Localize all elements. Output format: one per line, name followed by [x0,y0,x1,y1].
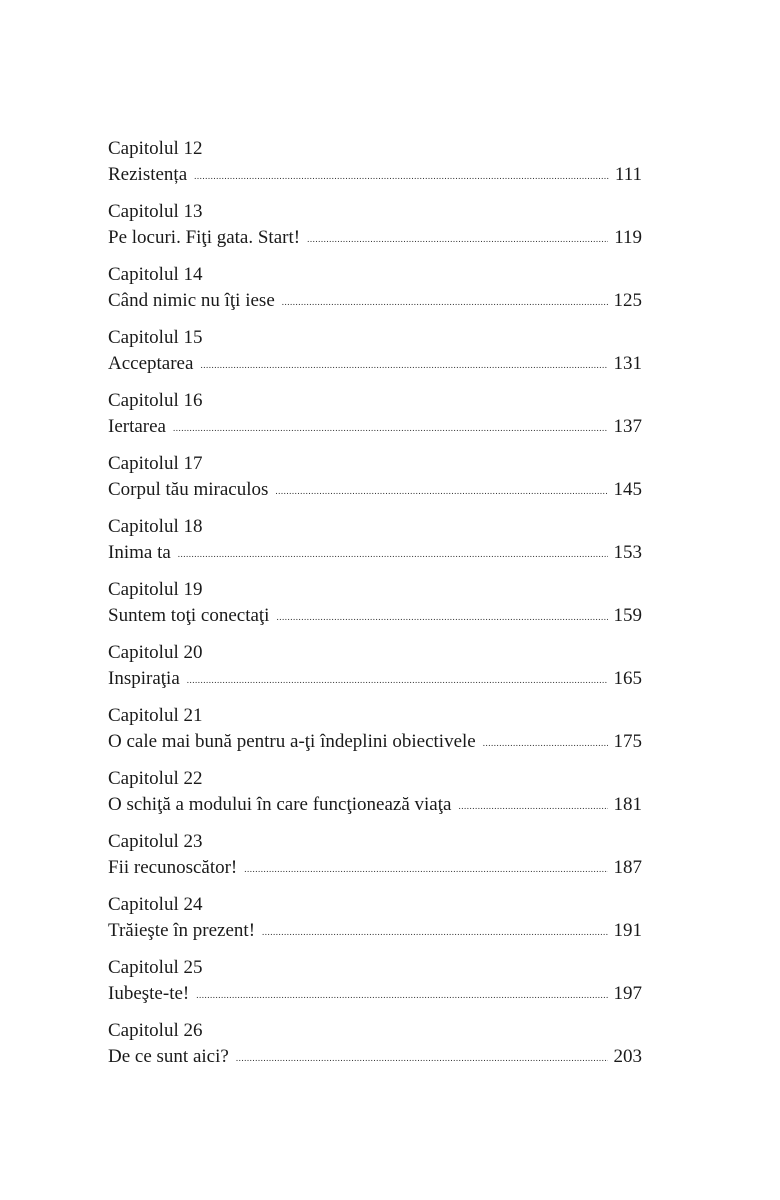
chapter-number: Capitolul 19 [108,579,203,600]
toc-row [108,981,642,1007]
chapter-title: Fii recunoscător! [108,857,238,878]
toc-entry[interactable] [108,829,642,892]
chapter-title: Acceptarea [108,353,194,374]
dot-leader [178,549,608,559]
toc-row [108,918,642,944]
chapter-title: Corpul tău miraculos [108,479,269,500]
page-number: 137 [613,416,642,437]
page-number: 125 [613,290,642,311]
toc-row [108,666,642,692]
page-number: 159 [613,605,642,626]
toc-entry[interactable] [108,955,642,1018]
toc-row [108,477,642,503]
chapter-number: Capitolul 12 [108,138,203,159]
toc-entry[interactable] [108,451,642,514]
page-number: 119 [614,227,642,248]
toc-row [108,1044,642,1070]
dot-leader [200,360,607,370]
chapter-number: Capitolul 17 [108,453,203,474]
chapter-number: Capitolul 21 [108,705,203,726]
chapter-title: O schiţă a modului în care funcţionează viaţa [108,794,452,815]
toc-entry[interactable] [108,703,642,766]
toc-row [108,603,642,629]
page-number: 175 [613,731,642,752]
toc-row [108,540,642,566]
table-of-contents [108,136,642,1081]
toc-entry[interactable] [108,199,642,262]
chapter-number: Capitolul 25 [108,957,203,978]
page-number: 181 [613,794,642,815]
chapter-title: Iubeşte-te! [108,983,190,1004]
chapter-title: De ce sunt aici? [108,1046,229,1067]
dot-leader [236,1053,608,1063]
dot-leader [307,234,608,244]
dot-leader [276,612,607,622]
toc-entry[interactable] [108,514,642,577]
dot-leader [173,423,608,433]
page-number: 153 [613,542,642,563]
page-number: 145 [613,479,642,500]
chapter-number: Capitolul 15 [108,327,203,348]
chapter-number: Capitolul 22 [108,768,203,789]
chapter-number: Capitolul 13 [108,201,203,222]
chapter-title: Rezistența [108,164,188,185]
toc-row [108,792,642,818]
page-number: 197 [613,983,642,1004]
toc-row [108,288,642,314]
toc-entry[interactable] [108,892,642,955]
chapter-title: Trăieşte în prezent! [108,920,256,941]
page-number: 187 [613,857,642,878]
dot-leader [194,171,609,181]
page-number: 131 [613,353,642,374]
toc-entry[interactable] [108,766,642,829]
dot-leader [262,927,607,937]
dot-leader [275,486,607,496]
chapter-number: Capitolul 16 [108,390,203,411]
dot-leader [483,738,608,748]
toc-row [108,225,642,251]
dot-leader [196,990,607,1000]
toc-row [108,351,642,377]
toc-entry[interactable] [108,1018,642,1081]
toc-entry[interactable] [108,388,642,451]
dot-leader [244,864,607,874]
chapter-number: Capitolul 14 [108,264,203,285]
toc-row [108,162,642,188]
chapter-number: Capitolul 26 [108,1020,203,1041]
dot-leader [458,801,607,811]
chapter-title: Inima ta [108,542,171,563]
toc-row [108,414,642,440]
chapter-number: Capitolul 23 [108,831,203,852]
toc-entry[interactable] [108,262,642,325]
chapter-number: Capitolul 20 [108,642,203,663]
dot-leader [282,297,608,307]
toc-entry[interactable] [108,577,642,640]
chapter-number: Capitolul 24 [108,894,203,915]
page-number: 165 [613,668,642,689]
chapter-number: Capitolul 18 [108,516,203,537]
chapter-title: Suntem toţi conectaţi [108,605,270,626]
chapter-title: Pe locuri. Fiţi gata. Start! [108,227,301,248]
toc-entry[interactable] [108,325,642,388]
page-number: 111 [614,164,642,185]
dot-leader [187,675,608,685]
toc-row [108,729,642,755]
chapter-title: Iertarea [108,416,166,437]
chapter-title: Inspiraţia [108,668,180,689]
chapter-title: O cale mai bună pentru a-ţi îndeplini obiectivele [108,731,476,752]
page-number: 203 [613,1046,642,1067]
toc-entry[interactable] [108,136,642,199]
toc-row [108,855,642,881]
toc-entry[interactable] [108,640,642,703]
page-number: 191 [613,920,642,941]
chapter-title: Când nimic nu îţi iese [108,290,275,311]
